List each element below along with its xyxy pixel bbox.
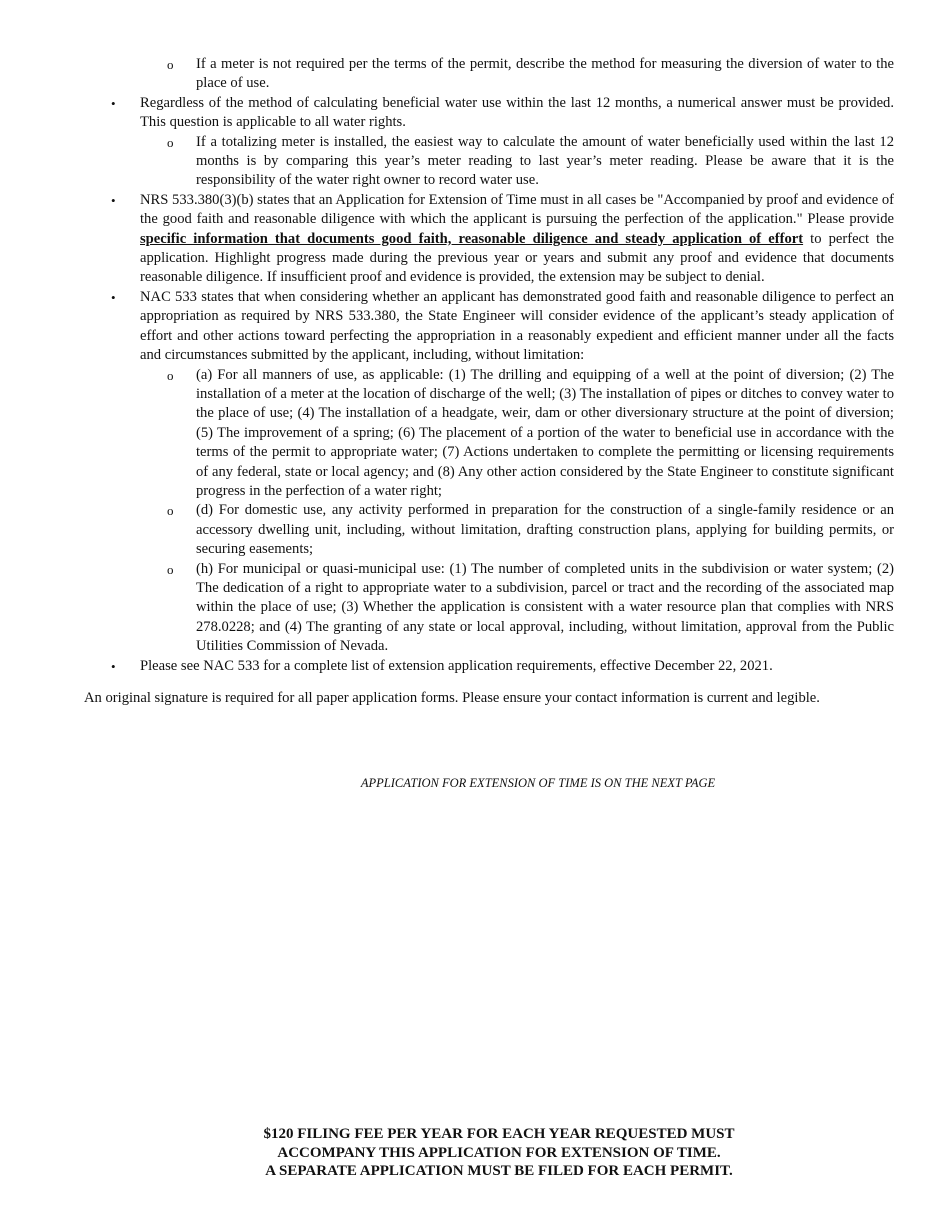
list-item	[84, 657, 894, 676]
fee-notice-line: $120 FILING FEE PER YEAR FOR EACH YEAR REQUESTED MUST	[263, 1126, 735, 1142]
bullet-marker: •	[111, 289, 116, 305]
list-item-text: If a meter is not required per the terms of the permit, describe the method for measuring the diversion of water to the place of use.	[196, 56, 894, 92]
sub-bullet-marker: o	[167, 367, 174, 383]
nrs-intro-text: NRS 533.380(3)(b) states that an Application for Extension of Time must in all cases be "Accompanied by proof and evidence of the good faith and reasonable diligence with which the applicant is pursuing the perfection of the application." Please provide	[140, 191, 894, 228]
list-item	[84, 288, 894, 366]
list-item-text: If a totalizing meter is installed, the easiest way to calculate the amount of water beneficially used within the last 12 months is by comparing this year’s meter reading to last year’s meter reading. Please be aware that it is the responsibility of the water right owner to record water use.	[196, 133, 894, 189]
list-item	[84, 501, 894, 559]
emphasized-requirement: specific information that documents good faith, reasonable diligence and steady application of effort	[140, 230, 804, 247]
instructions-list	[84, 55, 894, 676]
list-item	[84, 366, 894, 502]
sub-bullet-marker: o	[167, 134, 174, 150]
list-item	[84, 55, 894, 94]
list-item	[84, 133, 894, 191]
sub-bullet-marker: o	[167, 561, 174, 577]
list-item-text	[140, 192, 894, 286]
signature-note: An original signature is required for all paper application forms. Please ensure your contact information is current and legible.	[84, 690, 820, 706]
fee-notice-line: ACCOMPANY THIS APPLICATION FOR EXTENSION OF TIME.	[277, 1144, 721, 1161]
list-item	[84, 560, 894, 657]
list-item-text: (h) For municipal or quasi-municipal use: (1) The number of completed units in the subdivision or water system; (2) The dedication of a right to appropriate water to a subdivision, parcel or tract and the recording of the associated map within the place of use; (3) Whether the application is consistent with a water resource plan that complies with NRS 278.0228; and (4) The granting of any state or local approval, including, without limitation, approval from the Public Utilities Commission of Nevada.	[196, 560, 894, 655]
list-item	[84, 191, 894, 288]
sub-bullet-marker: o	[167, 503, 174, 519]
list-item-text: (d) For domestic use, any activity performed in preparation for the construction of a single-family residence or an accessory dwelling unit, including, without limitation, drafting construction plans, applying for building permits, or securing easements;	[196, 502, 894, 558]
next-page-note: APPLICATION FOR EXTENSION OF TIME IS ON THE NEXT PAGE	[360, 776, 716, 790]
list-item	[84, 94, 894, 133]
nrs-followup-text: to perfect the application. Highlight progress made during the previous year or years and submit any proof and evidence that documents reasonable diligence. If insufficient proof and evidence is provided, the extension may be subject to denial.	[140, 230, 894, 286]
bullet-marker: •	[111, 658, 116, 674]
list-item-text: (a) For all manners of use, as applicable: (1) The drilling and equipping of a well at the point of diversion; (2) The installation of a meter at the location of discharge of the well; (3) The installation of pipes or ditches to convey water to the place of use; (4) The installation of a headgate, weir, dam or other diversionary structure at the point of diversion; (5) The improvement of a spring; (6) The placement of a portion of the water to beneficial use in accordance with the terms of the permit to appropriate water; (7) Actions undertaken to complete the permitting or licensing requirements of any federal, state or local agency; and (8) Any other action considered by the State Engineer to constitute significant progress in the perfection of a water right;	[196, 366, 894, 499]
list-item-text: Please see NAC 533 for a complete list of extension application requirements, effective December 22, 2021.	[140, 657, 773, 674]
bullet-marker: •	[111, 95, 116, 111]
list-item-text: Regardless of the method of calculating beneficial water use within the last 12 months, a numerical answer must be provided. This question is applicable to all water rights.	[140, 94, 894, 131]
bullet-marker: •	[111, 192, 116, 208]
fee-notice-line: A SEPARATE APPLICATION MUST BE FILED FOR EACH PERMIT.	[265, 1163, 733, 1179]
list-item-text: NAC 533 states that when considering whether an applicant has demonstrated good faith and reasonable diligence to perfect an appropriation as required by NRS 533.380, the State Engineer will consider evidence of the applicant’s steady application of effort and other actions toward perfecting the appropriation in a reasonably expedient and efficient manner under all the facts and circumstances submitted by the applicant, including, without limitation:	[140, 288, 894, 364]
sub-bullet-marker: o	[167, 57, 174, 72]
fee-notice	[0, 1125, 950, 1181]
